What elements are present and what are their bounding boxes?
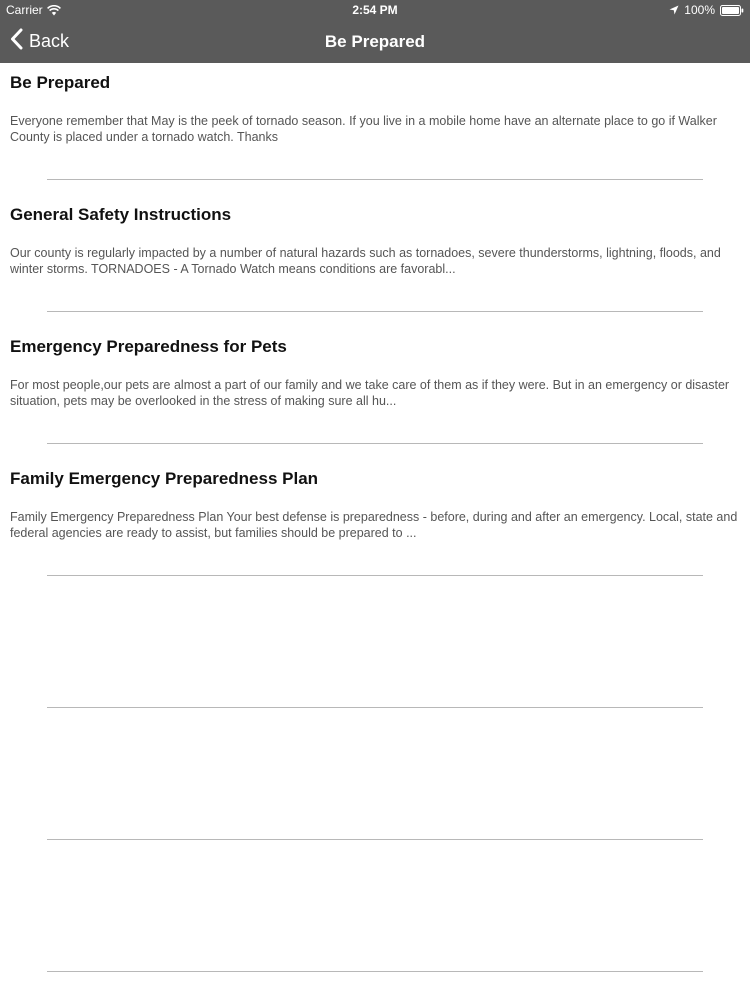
status-bar (0, 0, 750, 20)
list-item[interactable] (0, 459, 750, 591)
top-bar (0, 0, 750, 63)
empty-row (0, 723, 750, 855)
battery-icon (720, 5, 744, 16)
item-description: Our county is regularly impacted by a number of natural hazards such as tornadoes, severe thunderstorms, lightning, floods, and winter storms. TORNADOES - A Tornado Watch means conditions are favorabl... (10, 246, 721, 276)
list-item[interactable] (0, 327, 750, 459)
row-separator (47, 971, 703, 972)
item-title: Be Prepared (10, 73, 111, 92)
list-item[interactable] (0, 63, 750, 195)
row-separator (47, 179, 703, 180)
row-separator (47, 311, 703, 312)
empty-row (0, 855, 750, 987)
item-title: General Safety Instructions (10, 205, 232, 224)
list-item[interactable] (0, 195, 750, 327)
battery-percent: 100% (684, 3, 715, 17)
item-title: Emergency Preparedness for Pets (10, 337, 287, 356)
back-label: Back (29, 31, 70, 51)
article-list (0, 63, 750, 987)
status-right (669, 0, 744, 20)
empty-row (0, 591, 750, 723)
row-separator (47, 575, 703, 576)
carrier-label: Carrier (6, 3, 43, 17)
item-description: Everyone remember that May is the peek of tornado season. If you live in a mobile home have an alternate place to go if Walker County is placed under a tornado watch. Thanks (10, 114, 717, 144)
navigation-bar (0, 20, 750, 63)
row-separator (47, 839, 703, 840)
item-title: Family Emergency Preparedness Plan (10, 469, 319, 488)
item-description: For most people,our pets are almost a part of our family and we take care of them as if they were. But in an emergency or disaster situation, pets may be overlooked in the stress of making sure all hu... (10, 378, 730, 408)
row-separator (47, 443, 703, 444)
item-description: Family Emergency Preparedness Plan Your best defense is preparedness - before, during and after an emergency. Local, state and federal agencies are ready to assist, but families should be prepared to ... (10, 510, 738, 540)
page-title: Be Prepared (324, 32, 426, 51)
location-arrow-icon (669, 5, 679, 15)
row-separator (47, 707, 703, 708)
status-time: 2:54 PM (352, 3, 398, 17)
